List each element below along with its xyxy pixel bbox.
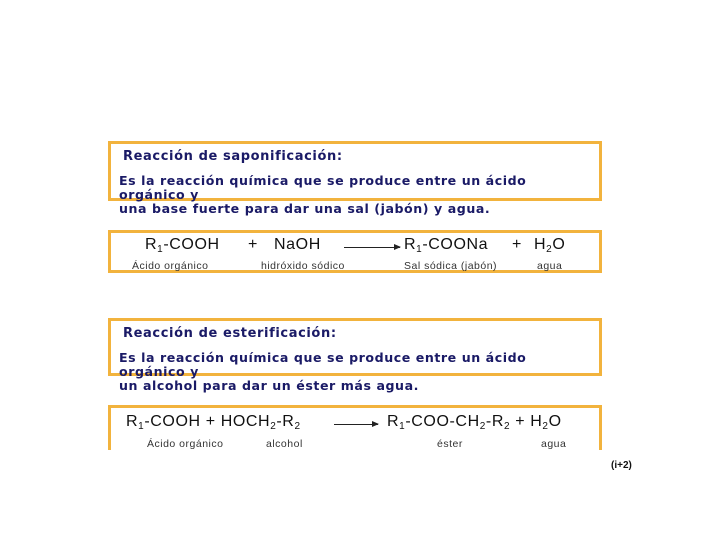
plus-sign: + — [512, 236, 522, 253]
group-text: O — [548, 413, 562, 430]
plus-sign: + — [248, 236, 258, 253]
caption-acid: Ácido orgánico — [132, 260, 209, 272]
group-text: -COOH — [163, 236, 220, 253]
saponification-definition-box — [108, 141, 602, 216]
saponification-line-2: una base fuerte para dar una sal (jabón) y agua. — [119, 201, 491, 216]
saponification-reactant-acid — [145, 236, 220, 255]
caption-alcohol: alcohol — [266, 438, 303, 450]
subscript: 2 — [294, 421, 301, 432]
saponification-title: Reacción de saponificación: — [123, 149, 343, 164]
esterification-line-2: un alcohol para dar un éster más agua. — [119, 378, 419, 393]
caption-base: hidróxido sódico — [261, 260, 345, 272]
subscript: 2 — [270, 421, 277, 432]
symbol-r: R — [404, 236, 417, 253]
group-text: -COO-CH — [405, 413, 480, 430]
group-text: -R — [276, 413, 295, 430]
esterification-products — [387, 413, 562, 432]
esterification-title: Reacción de esterificación: — [123, 326, 337, 341]
subscript: 2 — [542, 421, 549, 432]
subscript: 2 — [546, 244, 553, 255]
caption-ester: éster — [437, 438, 463, 450]
symbol-r: R — [126, 413, 139, 430]
saponification-reactant-base: NaOH — [274, 236, 321, 253]
saponification-equation-box — [108, 230, 602, 273]
subscript: 2 — [479, 421, 486, 432]
caption-acid: Ácido orgánico — [147, 438, 224, 450]
esterification-definition-box — [108, 318, 602, 393]
esterification-equation-box — [108, 405, 602, 450]
caption-salt: Sal sódica (jabón) — [404, 260, 498, 272]
group-text: + H — [510, 413, 543, 430]
caption-water: agua — [541, 438, 567, 450]
esterification-reactants — [126, 413, 301, 432]
reaction-arrow — [344, 247, 400, 248]
symbol-h: H — [534, 236, 547, 253]
symbol-r: R — [387, 413, 400, 430]
symbol-r: R — [145, 236, 158, 253]
caption-water: agua — [537, 260, 563, 272]
subscript: 1 — [416, 244, 423, 255]
esterification-line-1: Es la reacción química que se produce entre un ácido orgánico y — [119, 350, 527, 379]
subscript: 2 — [504, 421, 511, 432]
saponification-line-1: Es la reacción química que se produce entre un ácido orgánico y — [119, 173, 527, 202]
group-text: -COOH + HOCH — [144, 413, 271, 430]
symbol-o: O — [552, 236, 566, 253]
group-text: -COONa — [422, 236, 489, 253]
subscript: 1 — [399, 421, 406, 432]
saponification-product-salt — [404, 236, 488, 255]
slide-number: (i+2) — [611, 460, 632, 471]
saponification-product-water — [534, 236, 565, 255]
group-text: -R — [485, 413, 505, 430]
reaction-arrow — [334, 424, 378, 425]
subscript: 1 — [138, 421, 145, 432]
subscript: 1 — [157, 244, 164, 255]
